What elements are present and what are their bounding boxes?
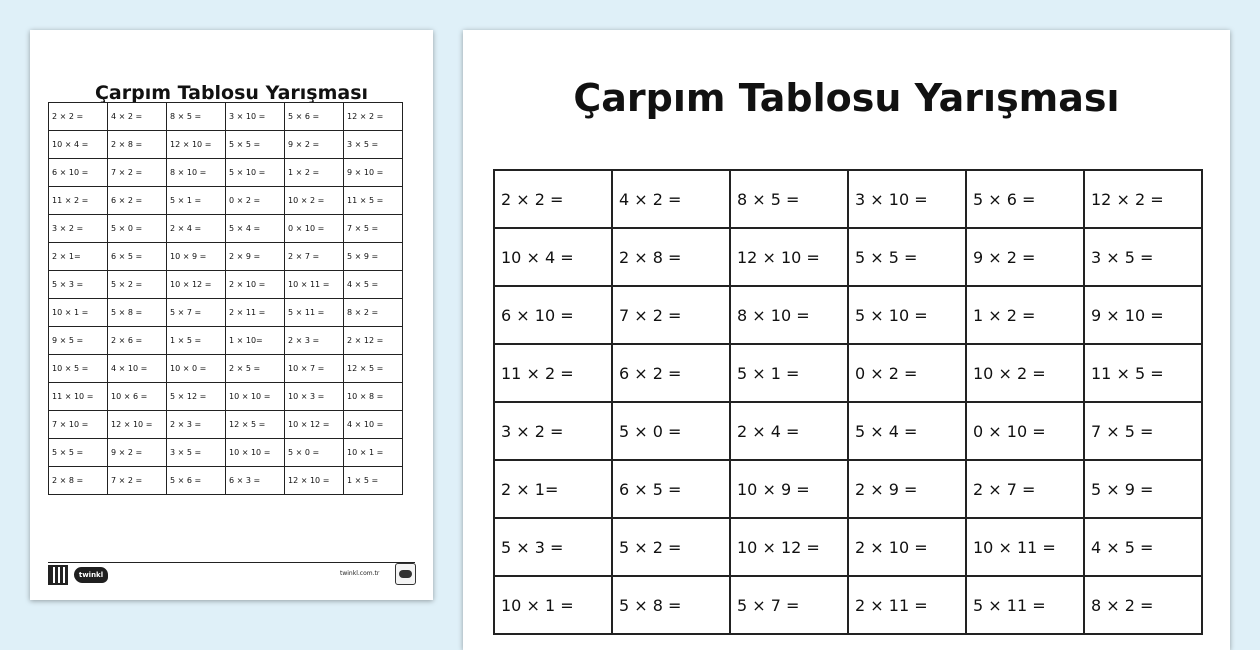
small-table-cell: 10 × 12 = xyxy=(285,411,344,439)
badge-icon xyxy=(395,563,416,585)
large-table-cell: 12 × 2 = xyxy=(1084,170,1202,228)
large-table-cell: 9 × 10 = xyxy=(1084,286,1202,344)
page-title-large: Çarpım Tablosu Yarışması xyxy=(573,76,1120,120)
small-table-cell: 2 × 1= xyxy=(49,243,108,271)
small-table-cell: 3 × 2 = xyxy=(49,215,108,243)
large-table-cell: 7 × 2 = xyxy=(612,286,730,344)
large-table-cell: 5 × 0 = xyxy=(612,402,730,460)
large-table-cell: 2 × 11 = xyxy=(848,576,966,634)
small-table-cell: 7 × 10 = xyxy=(49,411,108,439)
twinkl-logo: twinkl xyxy=(74,567,108,583)
large-table-cell: 5 × 8 = xyxy=(612,576,730,634)
large-table-cell: 8 × 5 = xyxy=(730,170,848,228)
large-table-row xyxy=(494,170,1202,228)
small-table-cell: 0 × 10 = xyxy=(285,215,344,243)
small-table-row xyxy=(49,215,403,243)
small-table-cell: 2 × 3 = xyxy=(285,327,344,355)
large-table-cell: 2 × 9 = xyxy=(848,460,966,518)
large-table-cell: 5 × 9 = xyxy=(1084,460,1202,518)
small-table-cell: 1 × 5 = xyxy=(167,327,226,355)
small-table-row xyxy=(49,243,403,271)
small-table-cell: 6 × 2 = xyxy=(108,187,167,215)
large-table-cell: 3 × 5 = xyxy=(1084,228,1202,286)
small-table-row xyxy=(49,299,403,327)
small-table-cell: 4 × 5 = xyxy=(344,271,403,299)
multiplication-table-large xyxy=(493,169,1203,635)
small-table-cell: 11 × 10 = xyxy=(49,383,108,411)
small-table-cell: 5 × 5 = xyxy=(226,131,285,159)
small-table-cell: 7 × 2 = xyxy=(108,159,167,187)
large-table-cell: 11 × 5 = xyxy=(1084,344,1202,402)
small-table-cell: 12 × 10 = xyxy=(285,467,344,495)
large-table-cell: 5 × 5 = xyxy=(848,228,966,286)
large-table-cell: 2 × 4 = xyxy=(730,402,848,460)
footer-site-text: twinkl.com.tr xyxy=(340,570,380,577)
small-table-cell: 4 × 10 = xyxy=(344,411,403,439)
large-table-cell: 5 × 2 = xyxy=(612,518,730,576)
small-table-cell: 5 × 3 = xyxy=(49,271,108,299)
small-table-cell: 1 × 10= xyxy=(226,327,285,355)
small-table-row xyxy=(49,271,403,299)
small-table-row xyxy=(49,383,403,411)
large-table-cell: 11 × 2 = xyxy=(494,344,612,402)
large-table-cell: 10 × 1 = xyxy=(494,576,612,634)
large-table-row xyxy=(494,518,1202,576)
small-table-row xyxy=(49,327,403,355)
small-table-cell: 5 × 9 = xyxy=(344,243,403,271)
small-table-cell: 10 × 11 = xyxy=(285,271,344,299)
small-table-cell: 6 × 3 = xyxy=(226,467,285,495)
small-table-row xyxy=(49,467,403,495)
small-table-cell: 8 × 5 = xyxy=(167,103,226,131)
large-table-cell: 2 × 1= xyxy=(494,460,612,518)
large-table-cell: 2 × 7 = xyxy=(966,460,1084,518)
small-table-cell: 11 × 2 = xyxy=(49,187,108,215)
large-table-cell: 10 × 9 = xyxy=(730,460,848,518)
large-table-cell: 4 × 5 = xyxy=(1084,518,1202,576)
small-table-cell: 1 × 2 = xyxy=(285,159,344,187)
small-table-cell: 2 × 12 = xyxy=(344,327,403,355)
small-table-row xyxy=(49,439,403,467)
large-table-row xyxy=(494,228,1202,286)
large-table-cell: 5 × 11 = xyxy=(966,576,1084,634)
small-table-cell: 4 × 2 = xyxy=(108,103,167,131)
footer-divider xyxy=(48,562,415,563)
large-table-cell: 12 × 10 = xyxy=(730,228,848,286)
small-table-cell: 0 × 2 = xyxy=(226,187,285,215)
large-table-cell: 5 × 7 = xyxy=(730,576,848,634)
small-table-cell: 9 × 10 = xyxy=(344,159,403,187)
small-table-cell: 6 × 10 = xyxy=(49,159,108,187)
qr-code-icon xyxy=(48,565,68,585)
small-table-cell: 6 × 5 = xyxy=(108,243,167,271)
large-table-cell: 5 × 10 = xyxy=(848,286,966,344)
small-table-cell: 10 × 6 = xyxy=(108,383,167,411)
small-table-row xyxy=(49,411,403,439)
large-table-row xyxy=(494,344,1202,402)
large-table-cell: 9 × 2 = xyxy=(966,228,1084,286)
large-table-cell: 2 × 8 = xyxy=(612,228,730,286)
small-table-cell: 9 × 2 = xyxy=(285,131,344,159)
small-table-cell: 12 × 5 = xyxy=(344,355,403,383)
small-table-cell: 10 × 4 = xyxy=(49,131,108,159)
small-table-cell: 2 × 3 = xyxy=(167,411,226,439)
large-table-cell: 6 × 5 = xyxy=(612,460,730,518)
large-table-row xyxy=(494,402,1202,460)
small-table-cell: 7 × 5 = xyxy=(344,215,403,243)
large-table-cell: 2 × 2 = xyxy=(494,170,612,228)
small-table-cell: 5 × 11 = xyxy=(285,299,344,327)
small-table-cell: 5 × 12 = xyxy=(167,383,226,411)
small-table-cell: 2 × 5 = xyxy=(226,355,285,383)
small-table-cell: 10 × 7 = xyxy=(285,355,344,383)
small-table-cell: 1 × 5 = xyxy=(344,467,403,495)
large-table-cell: 5 × 1 = xyxy=(730,344,848,402)
small-table-cell: 5 × 6 = xyxy=(167,467,226,495)
large-table-row xyxy=(494,576,1202,634)
small-table-row xyxy=(49,103,403,131)
small-table-cell: 12 × 10 = xyxy=(167,131,226,159)
small-table-cell: 2 × 10 = xyxy=(226,271,285,299)
large-table-row xyxy=(494,460,1202,518)
small-table-cell: 10 × 3 = xyxy=(285,383,344,411)
large-table-cell: 10 × 2 = xyxy=(966,344,1084,402)
small-table-cell: 10 × 2 = xyxy=(285,187,344,215)
small-table-cell: 8 × 10 = xyxy=(167,159,226,187)
small-table-cell: 2 × 11 = xyxy=(226,299,285,327)
large-table-row xyxy=(494,286,1202,344)
large-table-cell: 10 × 4 = xyxy=(494,228,612,286)
small-table-cell: 9 × 5 = xyxy=(49,327,108,355)
small-table-cell: 10 × 1 = xyxy=(49,299,108,327)
large-table-cell: 3 × 10 = xyxy=(848,170,966,228)
page-title: Çarpım Tablosu Yarışması xyxy=(94,82,369,104)
large-table-cell: 5 × 4 = xyxy=(848,402,966,460)
small-table-cell: 2 × 6 = xyxy=(108,327,167,355)
small-table-cell: 10 × 10 = xyxy=(226,383,285,411)
small-table-cell: 10 × 0 = xyxy=(167,355,226,383)
small-table-cell: 5 × 6 = xyxy=(285,103,344,131)
large-table-cell: 6 × 10 = xyxy=(494,286,612,344)
small-table-cell: 3 × 10 = xyxy=(226,103,285,131)
small-table-row xyxy=(49,159,403,187)
small-table-cell: 5 × 10 = xyxy=(226,159,285,187)
large-table-cell: 5 × 3 = xyxy=(494,518,612,576)
small-table-cell: 2 × 2 = xyxy=(49,103,108,131)
small-table-cell: 11 × 5 = xyxy=(344,187,403,215)
large-table-cell: 5 × 6 = xyxy=(966,170,1084,228)
worksheet-preview-small xyxy=(30,30,433,600)
small-table-cell: 8 × 2 = xyxy=(344,299,403,327)
small-table-cell: 10 × 9 = xyxy=(167,243,226,271)
large-table-cell: 4 × 2 = xyxy=(612,170,730,228)
small-table-cell: 2 × 4 = xyxy=(167,215,226,243)
small-table-cell: 5 × 0 = xyxy=(108,215,167,243)
small-table-cell: 5 × 1 = xyxy=(167,187,226,215)
small-table-cell: 5 × 4 = xyxy=(226,215,285,243)
large-table-cell: 0 × 10 = xyxy=(966,402,1084,460)
large-table-cell: 6 × 2 = xyxy=(612,344,730,402)
worksheet-preview-large xyxy=(463,30,1230,650)
small-table-cell: 2 × 7 = xyxy=(285,243,344,271)
small-table-cell: 5 × 7 = xyxy=(167,299,226,327)
large-table-cell: 8 × 10 = xyxy=(730,286,848,344)
large-table-cell: 1 × 2 = xyxy=(966,286,1084,344)
small-table-cell: 10 × 12 = xyxy=(167,271,226,299)
small-table-row xyxy=(49,187,403,215)
small-table-cell: 2 × 8 = xyxy=(49,467,108,495)
small-table-cell: 3 × 5 = xyxy=(167,439,226,467)
large-table-cell: 2 × 10 = xyxy=(848,518,966,576)
large-table-cell: 3 × 2 = xyxy=(494,402,612,460)
small-table-row xyxy=(49,355,403,383)
small-table-cell: 5 × 2 = xyxy=(108,271,167,299)
small-table-cell: 2 × 9 = xyxy=(226,243,285,271)
small-table-cell: 5 × 8 = xyxy=(108,299,167,327)
small-table-cell: 4 × 10 = xyxy=(108,355,167,383)
small-table-cell: 5 × 0 = xyxy=(285,439,344,467)
small-table-cell: 12 × 5 = xyxy=(226,411,285,439)
small-table-cell: 10 × 5 = xyxy=(49,355,108,383)
multiplication-table-small xyxy=(48,102,403,495)
small-table-cell: 10 × 8 = xyxy=(344,383,403,411)
small-table-cell: 10 × 1 = xyxy=(344,439,403,467)
large-table-cell: 7 × 5 = xyxy=(1084,402,1202,460)
large-table-cell: 10 × 11 = xyxy=(966,518,1084,576)
small-table-cell: 12 × 2 = xyxy=(344,103,403,131)
small-table-cell: 5 × 5 = xyxy=(49,439,108,467)
large-table-cell: 0 × 2 = xyxy=(848,344,966,402)
small-table-cell: 3 × 5 = xyxy=(344,131,403,159)
small-table-cell: 7 × 2 = xyxy=(108,467,167,495)
small-table-cell: 9 × 2 = xyxy=(108,439,167,467)
large-table-cell: 10 × 12 = xyxy=(730,518,848,576)
small-table-cell: 2 × 8 = xyxy=(108,131,167,159)
small-table-cell: 10 × 10 = xyxy=(226,439,285,467)
large-table-cell: 8 × 2 = xyxy=(1084,576,1202,634)
small-table-row xyxy=(49,131,403,159)
small-table-cell: 12 × 10 = xyxy=(108,411,167,439)
